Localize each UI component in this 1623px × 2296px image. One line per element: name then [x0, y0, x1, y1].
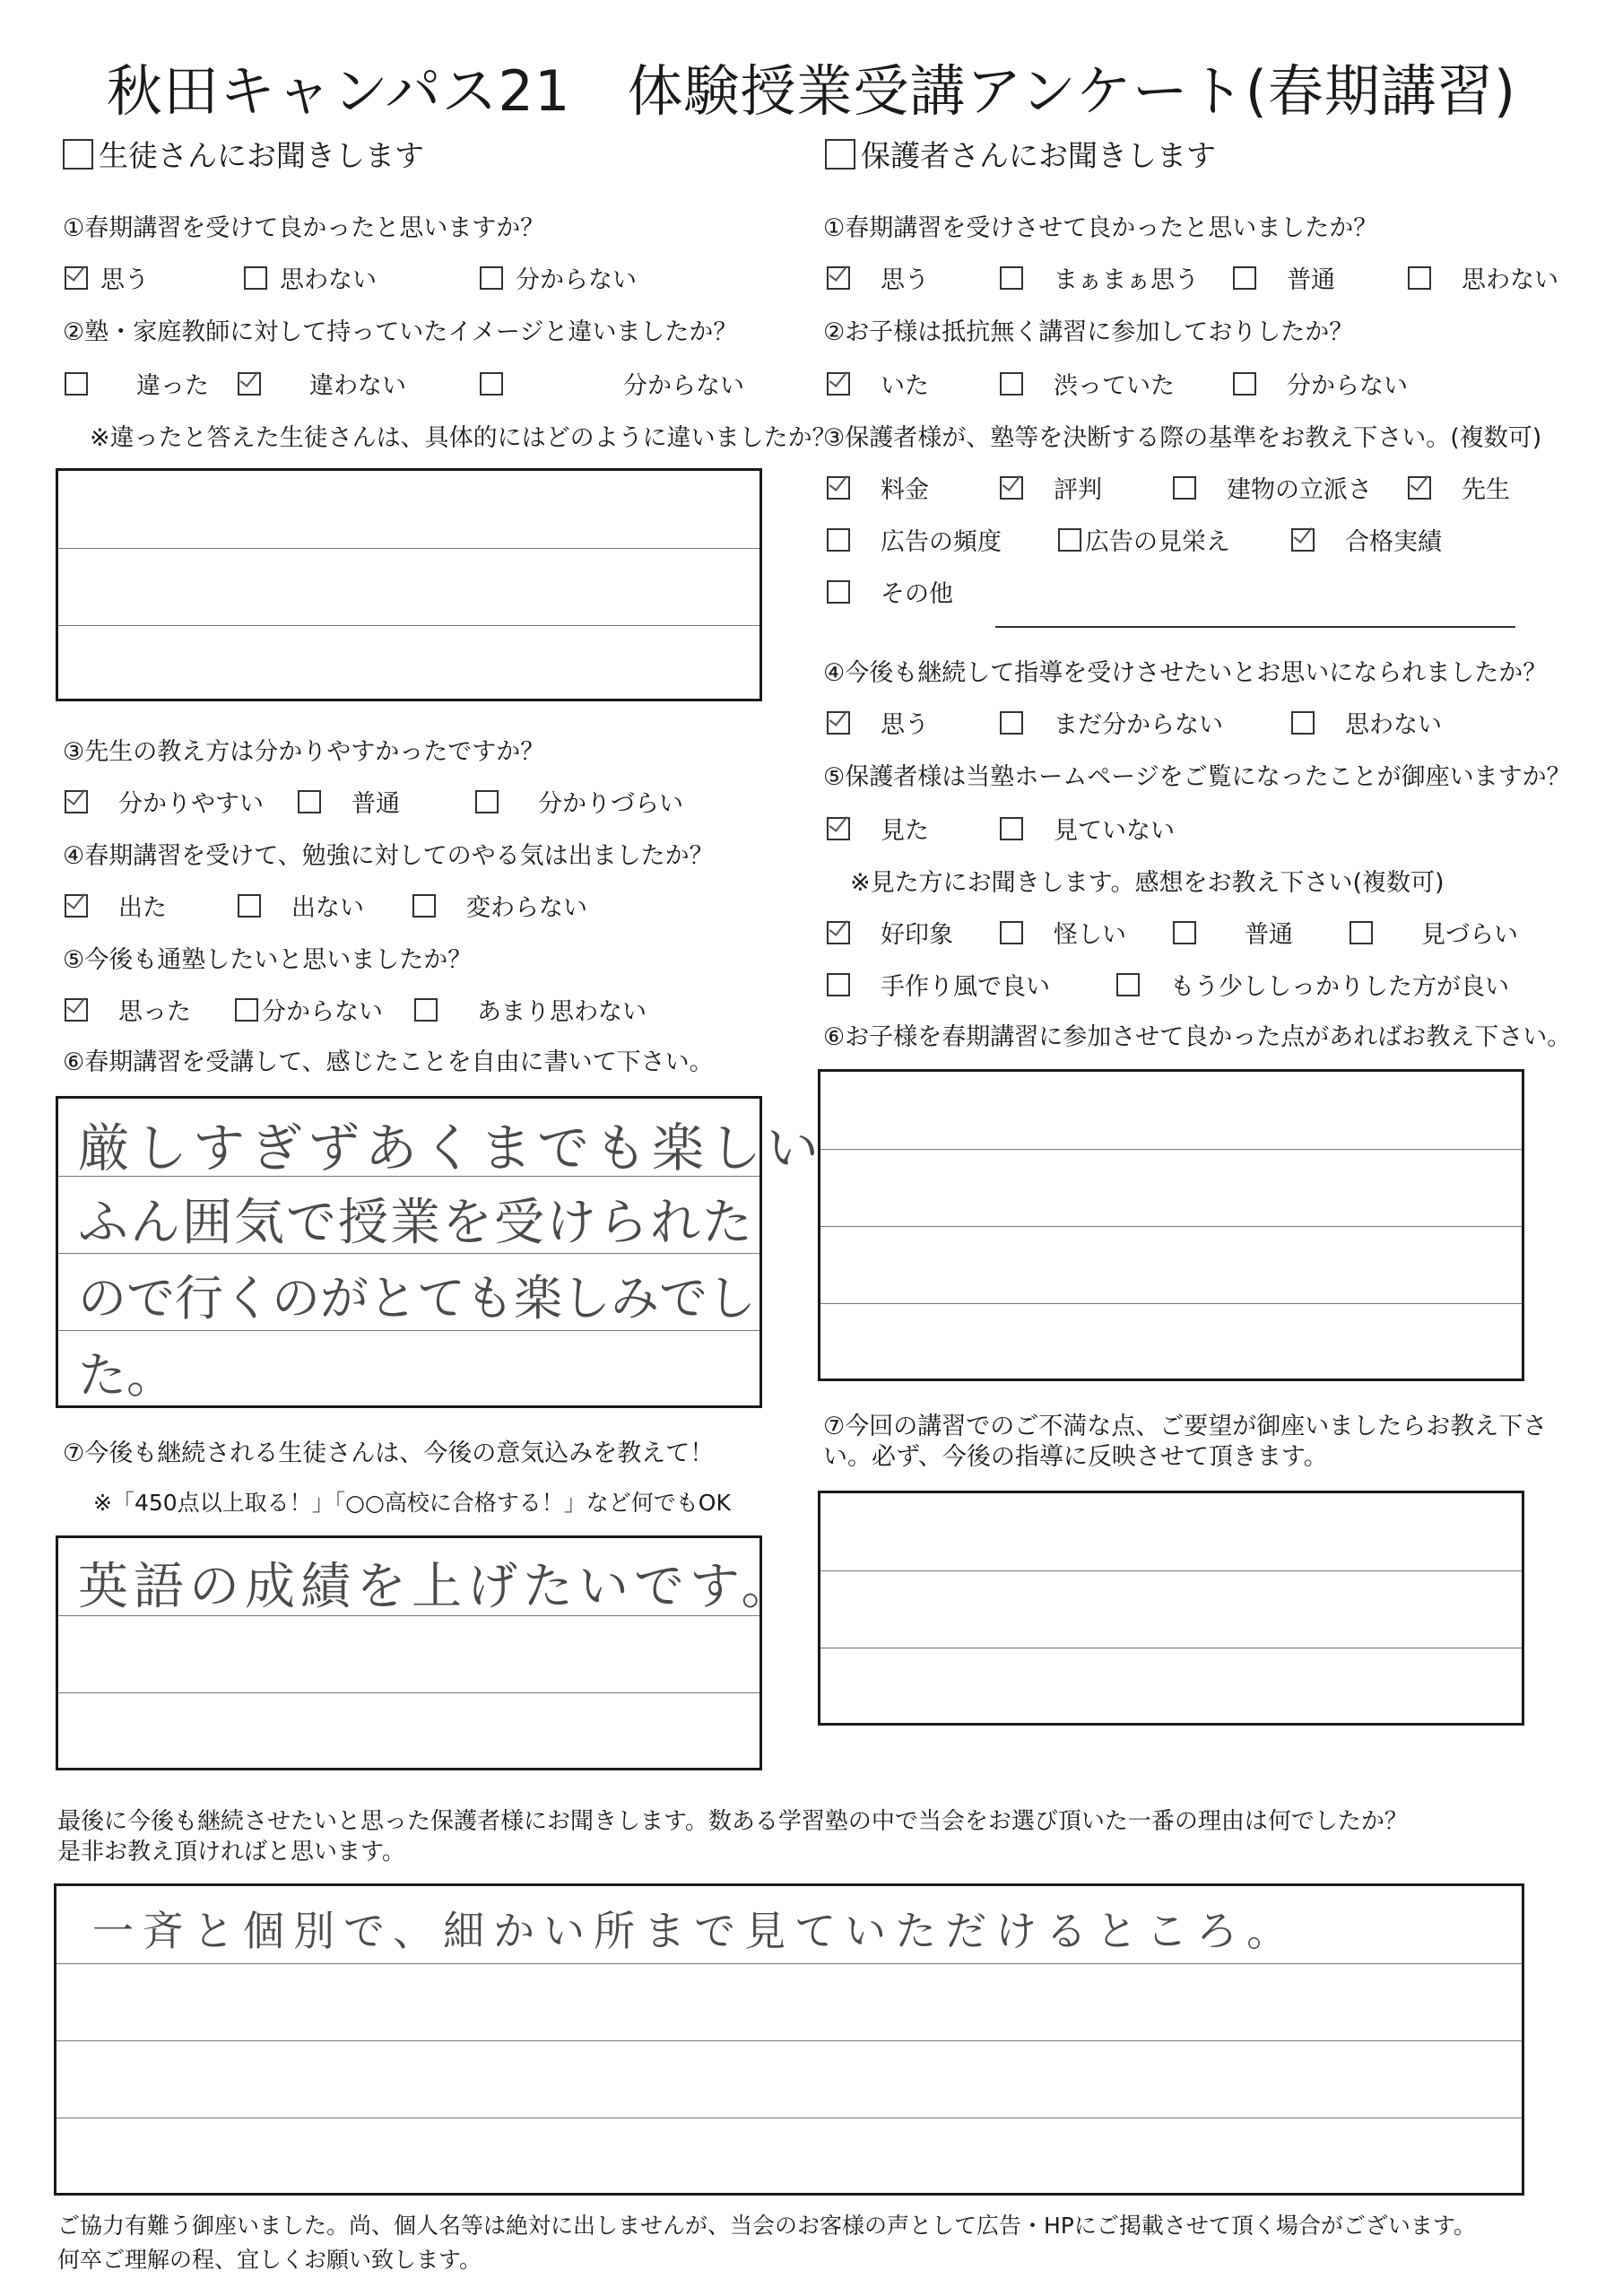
checkbox[interactable]	[244, 266, 267, 290]
parent-q3-option-7[interactable]: 合格実績	[1291, 522, 1442, 557]
parent-q1-option-1[interactable]: 思う	[827, 260, 929, 295]
parent-q5-note: ※見た方にお聞きします。感想をお教え下さい(複数可)	[850, 869, 1445, 897]
student-q2-text: ②塾・家庭教師に対して持っていたイメージと違いましたか？	[63, 318, 738, 346]
student-q3-option-3[interactable]: 分かりづらい	[475, 784, 683, 819]
student-section-heading	[63, 133, 424, 175]
handwritten-answer-line: ので行くのがとても楽しみでし	[78, 1270, 756, 1326]
checkbox[interactable]	[412, 894, 436, 918]
student-q1-text: ①春期講習を受けて良かったと思いますか？	[63, 214, 545, 242]
footer-line-1: ご協力有難う御座いました。尚、個人名等は絶対に出しませんが、当会のお客様の声として広告・HPにご掲載させて頂く場合がございます。	[57, 2213, 1476, 2239]
student-q2-option-3[interactable]: 分からない	[480, 366, 744, 401]
checkbox[interactable]	[827, 921, 850, 944]
checkbox[interactable]	[298, 790, 321, 813]
ruled-line	[820, 1149, 1522, 1150]
handwritten-answer-line: 英語の成績を上げたいです。	[78, 1558, 797, 1616]
student-heading-label: 生徒さんにお聞きします	[99, 138, 424, 173]
ruled-line	[58, 548, 759, 549]
footer-line-2: 何卒ご理解の程、宜しくお願い致します。	[57, 2247, 482, 2273]
checkbox[interactable]	[475, 790, 499, 813]
handwritten-answer-line: た。	[78, 1347, 175, 1404]
student-q2-answer-box[interactable]	[56, 468, 762, 701]
parent-q3-option-2[interactable]: 評判	[1000, 470, 1102, 505]
checkbox[interactable]	[1000, 921, 1023, 944]
section-checkbox[interactable]	[825, 139, 855, 170]
parent-q3-option-6[interactable]: 広告の見栄え	[1058, 522, 1230, 557]
parent-q3-text: ③保護者様が、塾等を決断する際の基準をお教え下さい。(複数可)	[823, 424, 1542, 452]
checkbox[interactable]	[238, 372, 261, 396]
parent-heading-label: 保護者さんにお聞きします	[861, 138, 1216, 173]
parent-q4-option-1[interactable]: 思う	[827, 705, 929, 740]
student-q4-option-2[interactable]: 出ない	[238, 888, 364, 923]
checkbox[interactable]	[1058, 528, 1081, 552]
checkbox[interactable]	[414, 998, 438, 1022]
checkbox[interactable]	[65, 790, 88, 813]
student-q1-option-1[interactable]: 思う	[65, 260, 149, 295]
student-q6-text: ⑥春期講習を受講して、感じたことを自由に書いて下さい。	[63, 1048, 714, 1076]
checkbox[interactable]	[827, 372, 850, 396]
final-question-line-1: 最後に今後も継続させたいと思った保護者様にお聞きします。数ある学習塾の中で当会をお選び頂いた一番の理由は何でしたか？	[57, 1808, 1408, 1835]
student-q5-option-3[interactable]: あまり思わない	[414, 992, 647, 1027]
checkbox[interactable]	[1000, 711, 1023, 735]
student-q5-option-1[interactable]: 思った	[65, 992, 191, 1027]
parent-q3-option-5[interactable]: 広告の頻度	[827, 522, 1002, 557]
checkbox[interactable]	[65, 998, 88, 1022]
parent-q7-answer-box[interactable]	[818, 1491, 1524, 1726]
checkbox[interactable]	[1000, 817, 1023, 840]
student-q4-option-3[interactable]: 変わらない	[412, 888, 587, 923]
student-q2-option-2[interactable]: 違わない	[238, 366, 406, 401]
checkbox[interactable]	[65, 894, 88, 918]
checkbox[interactable]	[827, 476, 850, 500]
parent-q7-text-line-2: い。必ず、今後の指導に反映させて頂きます。	[823, 1443, 1328, 1471]
student-q5-option-2[interactable]: 分からない	[235, 992, 383, 1027]
checkbox[interactable]	[827, 711, 850, 735]
page-title: 秋田キャンパス21 体験授業受講アンケート(春期講習)	[106, 58, 1517, 124]
parent-q3-option-3[interactable]: 建物の立派さ	[1173, 470, 1372, 505]
ruled-line	[56, 2040, 1522, 2041]
parent-q4-option-2[interactable]: まだ分からない	[1000, 705, 1223, 740]
student-q4-option-1[interactable]: 出た	[65, 888, 167, 923]
parent-q1-option-4[interactable]: 思わない	[1408, 260, 1558, 295]
parent-q6-answer-box[interactable]	[818, 1069, 1524, 1381]
student-q7-note: ※「450点以上取る！」「○○高校に合格する！」など何でもOK	[93, 1490, 731, 1516]
student-q2-option-1[interactable]: 違った	[65, 366, 209, 401]
parent-q1-option-3[interactable]: 普通	[1233, 260, 1335, 295]
parent-q1-text: ①春期講習を受けさせて良かったと思いましたか？	[823, 214, 1378, 242]
ruled-line	[56, 1963, 1522, 1964]
checkbox[interactable]	[827, 266, 850, 290]
checkbox[interactable]	[1000, 372, 1023, 396]
handwritten-answer-line: 厳しすぎずあくまでも楽しい	[78, 1118, 825, 1178]
section-checkbox[interactable]	[63, 139, 93, 170]
parent-q2-option-3[interactable]: 分からない	[1233, 366, 1408, 401]
checkbox[interactable]	[1233, 266, 1256, 290]
parent-q1-option-2[interactable]: まぁまぁ思う	[1000, 260, 1199, 295]
checkbox[interactable]	[65, 372, 88, 396]
student-q7-text: ⑦今後も継続される生徒さんは、今後の意気込みを教えて！	[63, 1439, 715, 1467]
student-q1-option-3[interactable]: 分からない	[480, 260, 637, 295]
parent-q3-option-1[interactable]: 料金	[827, 470, 929, 505]
checkbox[interactable]	[827, 528, 850, 552]
checkbox[interactable]	[1408, 266, 1431, 290]
ruled-line	[820, 1303, 1522, 1304]
student-q5-text: ⑤今後も通塾したいと思いましたか？	[63, 946, 473, 974]
checkbox[interactable]	[1233, 372, 1256, 396]
student-q3-text: ③先生の教え方は分かりやすかったですか？	[63, 738, 545, 766]
parent-q5-sub-option-2[interactable]: 怪しい	[1000, 915, 1126, 950]
parent-q2-text: ②お子様は抵抗無く講習に参加しておりしたか？	[823, 318, 1354, 346]
parent-q5-sub-option-6[interactable]: もう少ししっかりした方が良い	[1116, 967, 1509, 1002]
parent-q5-text: ⑤保護者様は当塾ホームページをご覧になったことが御座いますか？	[823, 763, 1571, 791]
checkbox[interactable]	[480, 266, 503, 290]
parent-q4-text: ④今後も継続して指導を受けさせたいとお思いになられましたか？	[823, 659, 1548, 687]
parent-q5-sub-option-1[interactable]: 好印象	[827, 915, 953, 950]
ruled-line	[820, 1570, 1522, 1571]
checkbox[interactable]	[1173, 921, 1196, 944]
checkbox[interactable]	[235, 998, 258, 1022]
checkbox[interactable]	[827, 580, 850, 604]
final-answer-box[interactable]	[54, 1883, 1524, 2196]
parent-q4-option-3[interactable]: 思わない	[1291, 705, 1442, 740]
checkbox[interactable]	[1291, 528, 1315, 552]
parent-q5-sub-option-3[interactable]: 普通	[1173, 915, 1293, 950]
student-q6-answer-box[interactable]	[56, 1096, 825, 1408]
checkbox[interactable]	[1116, 973, 1140, 996]
parent-q5-sub-option-5[interactable]: 手作り風で良い	[827, 967, 1050, 1002]
checkbox[interactable]	[1291, 711, 1315, 735]
checkbox[interactable]	[827, 817, 850, 840]
parent-q3-option-4[interactable]: 先生	[1408, 470, 1510, 505]
student-q4-text: ④春期講習を受けて、勉強に対してのやる気は出ましたか？	[63, 842, 714, 870]
handwritten-answer-line: 一斉と個別で、細かい所まで見ていただけるところ。	[92, 1907, 1298, 1955]
other-blank-line[interactable]	[995, 626, 1515, 628]
final-question-line-2: 是非お教え頂ければと思います。	[57, 1839, 405, 1866]
student-q3-option-2[interactable]: 普通	[298, 784, 400, 819]
student-q2-note: ※違ったと答えた生徒さんは、具体的にはどのように違いましたか？	[90, 424, 837, 452]
handwritten-answer-line: ふん囲気で授業を受けられた	[78, 1194, 754, 1252]
student-q1-option-2[interactable]: 思わない	[244, 260, 377, 295]
parent-section-heading	[825, 133, 1216, 175]
parent-q3-option-8[interactable]: その他	[827, 574, 953, 609]
checkbox[interactable]	[1408, 476, 1431, 500]
parent-q5-sub-option-4[interactable]: 見づらい	[1350, 915, 1518, 950]
checkbox[interactable]	[480, 372, 503, 396]
parent-q2-option-2[interactable]: 渋っていた	[1000, 366, 1175, 401]
parent-q6-text: ⑥お子様を春期講習に参加させて良かった点があればお教え下さい。	[823, 1023, 1572, 1051]
checkbox[interactable]	[1173, 476, 1196, 500]
ruled-line	[820, 1226, 1522, 1227]
parent-q2-option-1[interactable]: いた	[827, 366, 929, 401]
ruled-line	[58, 625, 759, 626]
checkbox[interactable]	[1000, 266, 1023, 290]
parent-q7-text-line-1: ⑦今回の講習でのご不満な点、ご要望が御座いましたらお教え下さ	[823, 1413, 1548, 1440]
parent-q5-option-2[interactable]: 見ていない	[1000, 811, 1175, 846]
checkbox[interactable]	[65, 266, 88, 290]
checkbox[interactable]	[238, 894, 261, 918]
checkbox[interactable]	[1000, 476, 1023, 500]
student-q7-answer-box[interactable]	[56, 1535, 797, 1770]
ruled-line	[58, 1692, 759, 1693]
ruled-line	[58, 1330, 759, 1331]
parent-q5-option-1[interactable]: 見た	[827, 811, 929, 846]
checkbox[interactable]	[827, 973, 850, 996]
student-q3-option-1[interactable]: 分かりやすい	[65, 784, 264, 819]
checkbox[interactable]	[1350, 921, 1373, 944]
